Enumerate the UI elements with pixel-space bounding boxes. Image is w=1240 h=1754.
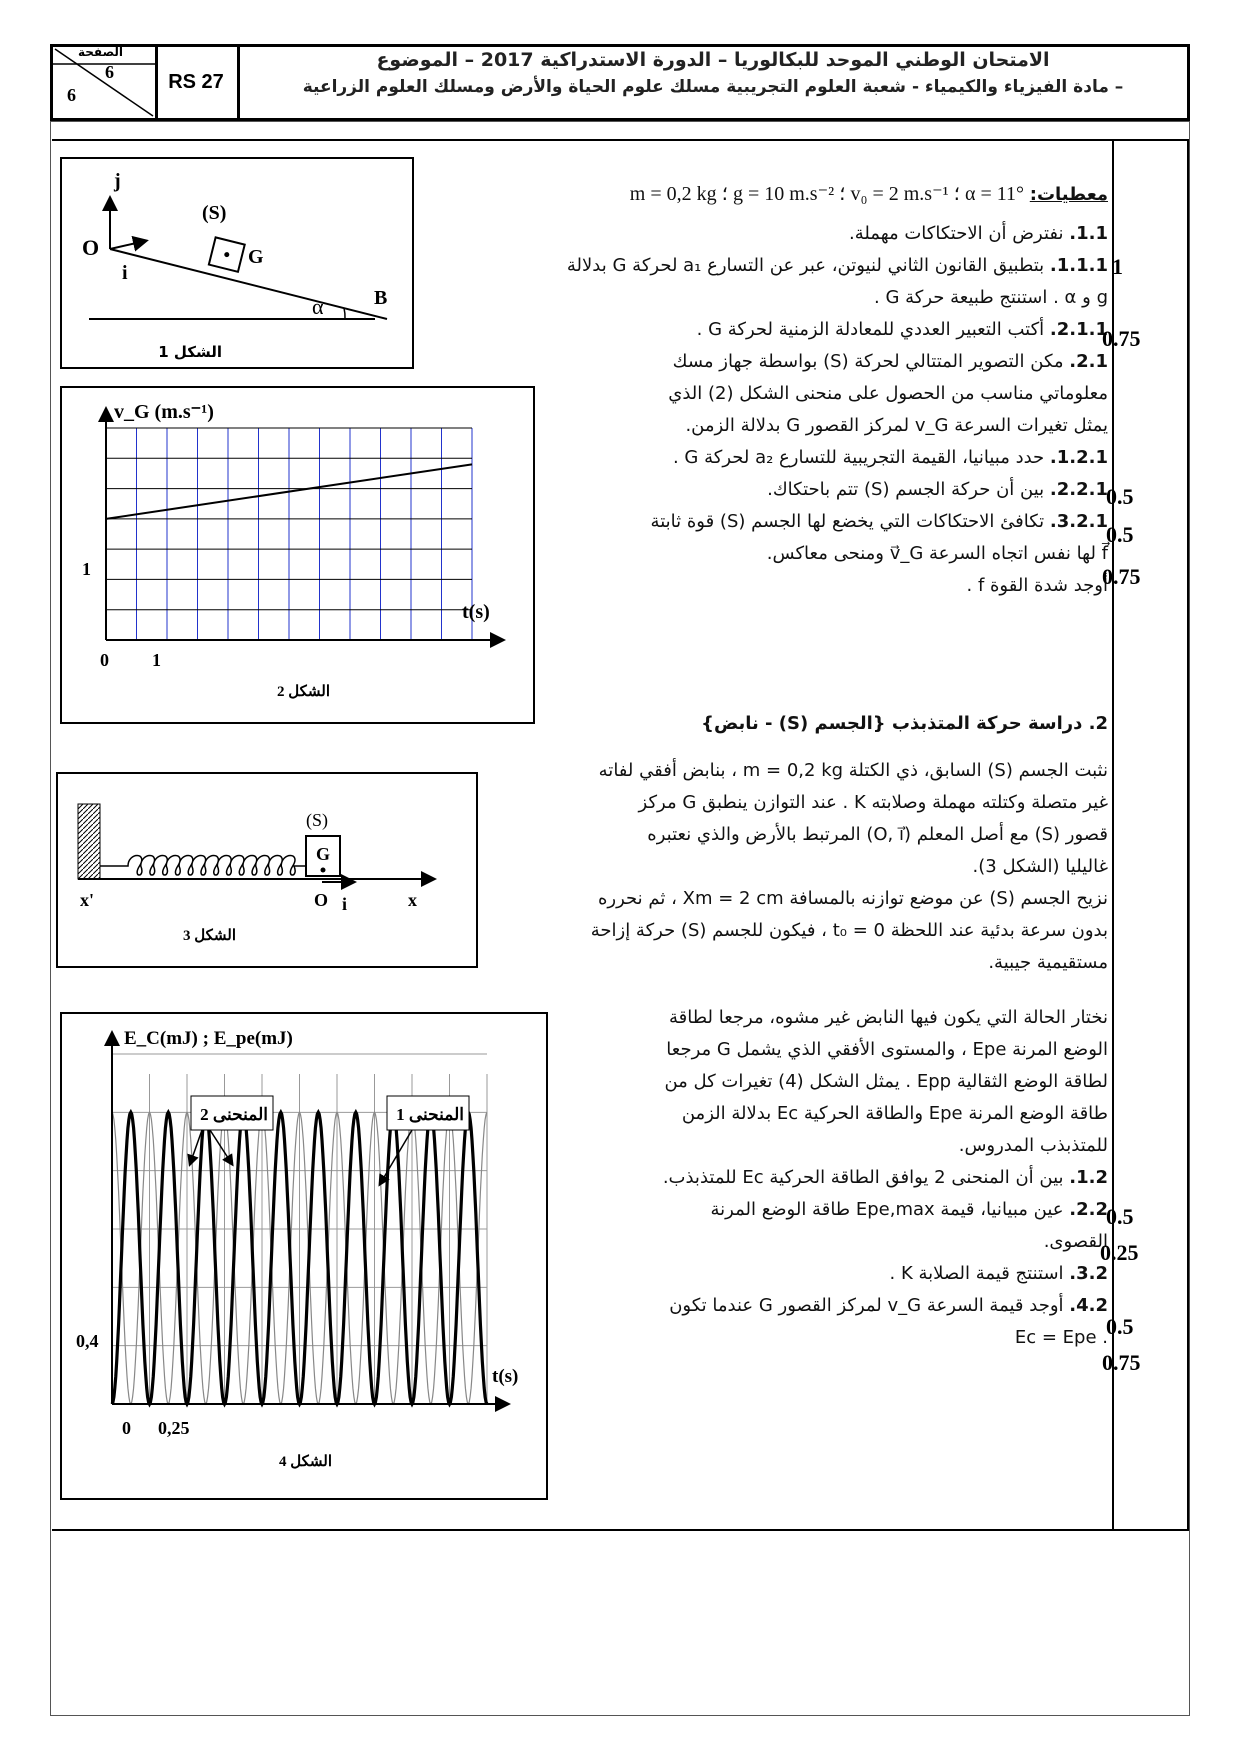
grade-q-2-2-1: 0.5 (1106, 522, 1134, 547)
exam-code: RS 27 (155, 47, 240, 118)
page-total: 6 (67, 85, 76, 105)
part2-intro: نثبت الجسم (S) السابق، ذي الكتلة m = 0,2 kg ، بنابض أفقي لفاته غير متصلة وكتلته مهملة وصلابته K . عند التوازن ينطبق G مركز قصور (S) مع أصل المعلم (O, i⃗) المرتبط بالأرض والذي نعتبره غاليليا (الشكل 3). نزيح الجسم (S) عن موضع توازنه بالمسافة Xm = 2 cm ، ثم نحرره بدون سرعة بدئية عند اللحظة t₀ = 0 ، فيكون للجسم (S) حركة إزاحة مستقيمية جيبية. (590, 760, 1108, 973)
page-num: 6 (105, 62, 114, 82)
fig4-xtick-0: 0 (122, 1418, 131, 1438)
fig3-i-label: i⃗ (342, 894, 362, 914)
fig4-xlabel: t(s) (492, 1366, 519, 1387)
fig3-O-label: O (314, 890, 329, 910)
fig1-O-label: O (82, 235, 100, 260)
grade-q2-2-2: 0.25 (1100, 1240, 1139, 1265)
q-1-2-1: 1.2.1. حدد مبيانيا، القيمة التجريبية للتسارع a₂ لحركة G . (672, 447, 1108, 468)
fig4-ylabel: E_C(mJ) ; E_pe(mJ) (124, 1028, 293, 1049)
fig4-xtick-1: 0,25 (158, 1418, 190, 1438)
page-number-cell (53, 47, 158, 118)
fig4-caption: الشكل 4 (278, 1454, 332, 1470)
q2-3-2: 3.2. استنتج قيمة الصلابة K . (889, 1263, 1108, 1284)
fig2-xlabel: t(s) (462, 601, 490, 623)
fig3-S-label: (S) (306, 810, 328, 830)
fig1-i-label: i⃗ (122, 262, 144, 284)
q-2-2-1: 2.2.1. بين أن حركة الجسم (S) تتم باحتكاك. (767, 479, 1108, 500)
fig3-x-label: x (408, 890, 417, 910)
fig2-ytick-1: 1 (82, 559, 91, 579)
exam-title (239, 47, 1187, 118)
grade-q2-3-2: 0.5 (1106, 1314, 1134, 1339)
fig4-ytick: 0,4 (76, 1331, 99, 1351)
fig3-xprime-label: x' (80, 890, 95, 910)
figure-1-diagram (62, 159, 412, 367)
grade-q-1-1-1: 1 (1112, 254, 1123, 279)
grade-q2-4-2: 0.75 (1102, 1350, 1141, 1375)
q2-2-2: 2.2. عين مبيانيا، قيمة Epe,max طاقة الوضع المرنة (710, 1199, 1108, 1220)
fig2-caption: الشكل 2 (276, 684, 330, 700)
fig1-j-label: j⃗ (114, 170, 137, 192)
part1-questions: 1.1. نفترض أن الاحتكاكات مهملة. 1.1.1. بتطبيق القانون الثاني لنيوتن، عبر عن التسارع a₁ لحركة G بدلالة g و α . استنتج طبيعة حركة G . 2.1.1. أكتب التعبير العددي للمعادلة الزمنية لحركة G . 2.1. مكن التصوير المتتالي لحركة (S) بواسطة جهاز مسك معلوماتي مناسب من الحصول على منحنى الشكل (2) الذي يمثل تغيرات السرعة v_G لمركز القصور G بدلالة الزمن. 1.2.1. حدد مبيانيا، القيمة التجريبية للتسارع a₂ لحركة G . 2.2.1. بين أن حركة الجسم (S) تتم باحتكاك. 3.2.1. تكافئ الاحتكاكات التي يخضع لها الجسم (S) قوة ثابتة f⃗ لها نفس اتجاه السرعة v⃗_G ومنحى معاكس. أوجد شدة القوة f . (418, 218, 1108, 602)
data-line (458, 178, 1108, 211)
title-line-1: الامتحان الوطني الموحد للبكالوريا – الدورة الاستدراكية 2017 – الموضوع (376, 49, 1050, 71)
figure-4-chart (62, 1014, 546, 1498)
fig2-xtick-1: 1 (152, 650, 161, 670)
fig4-curve2-label: المنحنى 2 (200, 1105, 268, 1124)
fig2-ylabel: v_G (m.s⁻¹) (114, 401, 214, 423)
fig1-S-label: (S) (202, 202, 227, 224)
figure-4 (60, 1012, 548, 1500)
figure-3 (56, 772, 478, 968)
part2-intro2: نختار الحالة التي يكون فيها النابض غير مشوه، مرجعا لطاقة الوضع المرنة Epe ، والمستوى الأفقي الذي يشمل G مرجعا لطاقة الوضع الثقالية Epp . يمثل الشكل (4) تغيرات كل من طاقة الوضع المرنة Epe والطاقة الحركية Ec بدلالة الزمن للمتذبذب المدروس. 1.2. بين أن المنحنى 2 يوافق الطاقة الحركية Ec للمتذبذب. 2.2. عين مبيانيا، قيمة Epe,max طاقة الوضع المرنة القصوى. 3.2. استنتج قيمة الصلابة K . 4.2. أوجد قيمة السرعة v_G لمركز القصور G عندما تكون . Ec = Epe (548, 1002, 1108, 1354)
fig3-caption: الشكل 3 (182, 928, 236, 944)
fig1-G-label: G (248, 246, 264, 268)
q2-1-2: 1.2. بين أن المنحنى 2 يوافق الطاقة الحركية Ec للمتذبذب. (662, 1167, 1108, 1188)
figure-1 (60, 157, 414, 369)
grade-q-2-1-1: 0.75 (1102, 326, 1141, 351)
page-label: الصفحة (78, 45, 124, 59)
part2-title: 2. دراسة حركة المتذبذب {الجسم (S) - نابض} (701, 713, 1108, 734)
data-label: معطيات: (1029, 184, 1108, 205)
q-1-1: 1.1. نفترض أن الاحتكاكات مهملة. (848, 223, 1108, 244)
q-2-1: 2.1. مكن التصوير المتتالي لحركة (S) بواسطة جهاز مسك (672, 351, 1108, 372)
fig1-B-label: B (374, 287, 388, 309)
fig2-xtick-0: 0 (100, 650, 109, 670)
exam-header (50, 44, 1190, 121)
q-1-1-1: 1.1.1. بتطبيق القانون الثاني لنيوتن، عبر عن التسارع a₁ لحركة G بدلالة (566, 255, 1108, 276)
fig1-caption: الشكل 1 (158, 343, 222, 361)
fig3-G-label: G (316, 844, 331, 864)
q-2-1-1: 2.1.1. أكتب التعبير العددي للمعادلة الزمنية لحركة G . (696, 319, 1108, 340)
fig4-curve1-label: المنحنى 1 (396, 1105, 464, 1124)
grade-q-3-2-1: 0.75 (1102, 564, 1141, 589)
grade-q2-1-2: 0.5 (1106, 1204, 1134, 1229)
q-3-2-1: 3.2.1. تكافئ الاحتكاكات التي يخضع لها الجسم (S) قوة ثابتة (650, 511, 1108, 532)
fig1-alpha-label: α (312, 294, 324, 319)
title-line-2: – مادة الفيزياء والكيمياء - شعبة العلوم التجريبية مسلك علوم الحياة والأرض ومسلك العلوم الزراعية (302, 77, 1124, 97)
data-values: α = 11° ؛ v₀ = 2 m.s⁻¹ ؛ g = 10 m.s⁻² ؛ m = 0,2 kg (629, 183, 1025, 205)
grade-q-1-2-1: 0.5 (1106, 484, 1134, 509)
figure-3-diagram (58, 774, 476, 966)
q2-4-2: 4.2. أوجد قيمة السرعة v_G لمركز القصور G عندما تكون (669, 1295, 1108, 1316)
fig3-spring (100, 856, 306, 876)
